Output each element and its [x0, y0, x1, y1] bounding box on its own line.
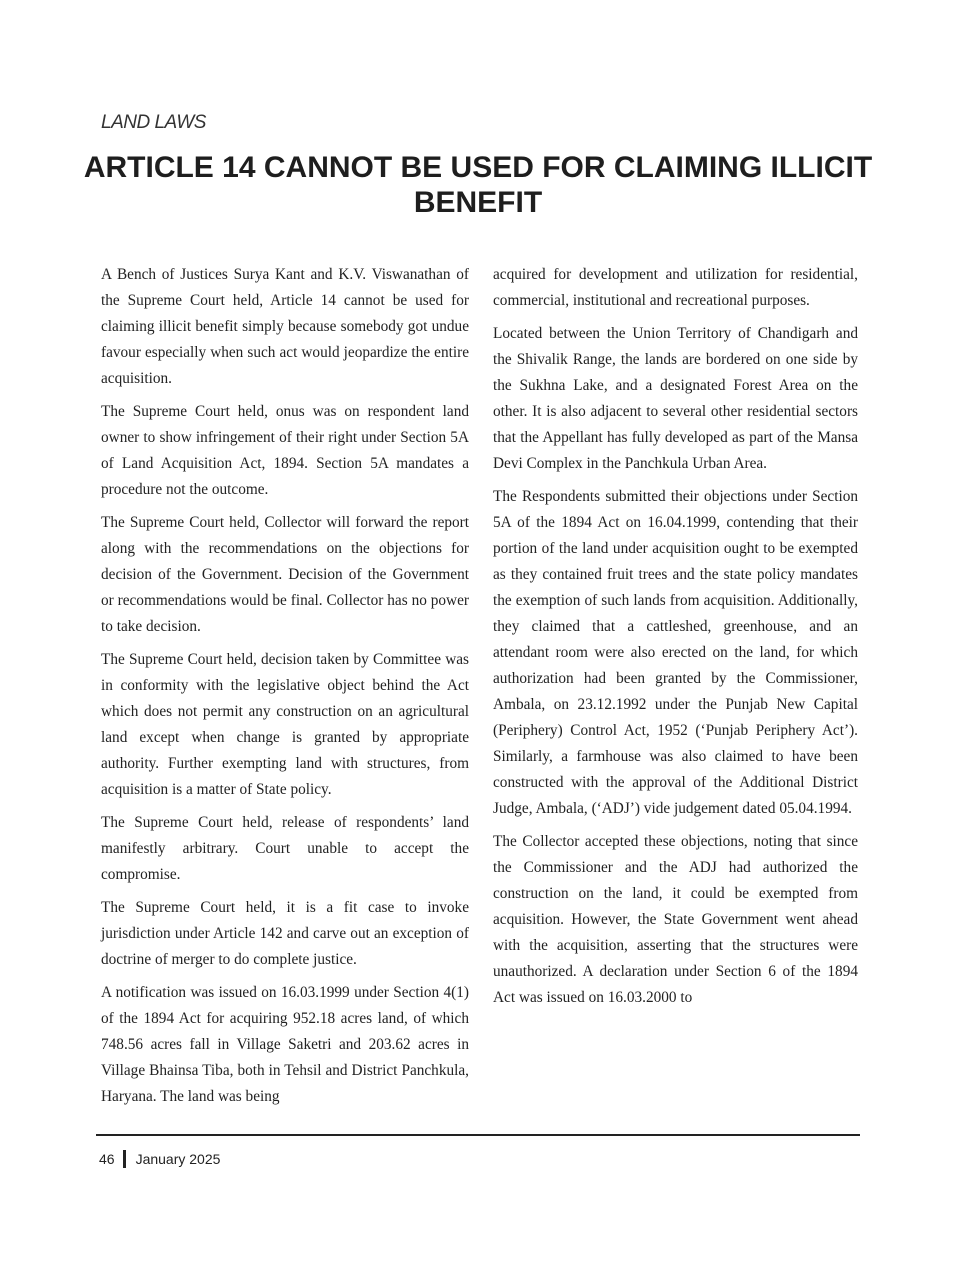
- right-column: [493, 262, 858, 1018]
- article-title: ARTICLE 14 CANNOT BE USED FOR CLAIMING ILLICIT BENEFIT: [83, 151, 873, 219]
- paragraph: The Collector accepted these objections, noting that since the Commissioner and the ADJ had authorized the construction on the land, it could be exempted from acquisition. However, the State Government went ahead with the acquisition, asserting that the structures were unauthorized. A declaration under Section 6 of the 1894 Act was issued on 16.03.2000 to: [493, 833, 858, 1006]
- paragraph: The Supreme Court held, it is a fit case to invoke jurisdiction under Article 142 and carve out an exception of doctrine of merger to do complete justice.: [101, 899, 469, 968]
- section-label: LAND LAWS: [101, 112, 206, 133]
- paragraph: The Respondents submitted their objections under Section 5A of the 1894 Act on 16.04.1999, contending that their portion of the land under acquisition ought to be exempted as they contained fruit trees and the state policy mandates the exemption of such lands from acquisition. Additionally, they claimed that a cattleshed, greenhouse, and an attendant room were also erected on the land, for which authorization had been granted by the Commissioner, Ambala, on 23.12.1992 under the Punjab New Capital (Periphery) Control Act, 1952 (‘Punjab Periphery Act’). Similarly, a farmhouse was also claimed to have been constructed with the approval of the Additional District Judge, Ambala, (‘ADJ’) vide judgement dated 05.04.1994.: [493, 488, 858, 817]
- page-number: 46: [99, 1151, 115, 1167]
- left-column: [101, 262, 469, 1117]
- paragraph: A Bench of Justices Surya Kant and K.V. Viswanathan of the Supreme Court held, Article 14 cannot be used for claiming illicit benefit simply because somebody got undue favour especially when such act would jeopardize the entire acquisition.: [101, 266, 469, 387]
- paragraph: Located between the Union Territory of Chandigarh and the Shivalik Range, the lands are bordered on one side by the Sukhna Lake, and a designated Forest Area on the other. It is also adjacent to several other residential sectors that the Appellant has fully developed as part of the Mansa Devi Complex in the Panchkula Urban Area.: [493, 325, 858, 472]
- paragraph: A notification was issued on 16.03.1999 under Section 4(1) of the 1894 Act for acquiring 952.18 acres land, of which 748.56 acres fall in Village Saketri and 203.62 acres in Village Bhainsa Tiba, both in Tehsil and District Panchkula, Haryana. The land was being: [101, 984, 469, 1105]
- footer-separator: [123, 1150, 126, 1168]
- issue-date: January 2025: [135, 1151, 221, 1167]
- paragraph: The Supreme Court held, decision taken by Committee was in conformity with the legislative object behind the Act which does not permit any construction on an agricultural land except when change is granted by appropriate authority. Further exempting land with structures, from acquisition is a matter of State policy.: [101, 651, 469, 798]
- paragraph: acquired for development and utilization for residential, commercial, institutional and recreational purposes.: [493, 266, 858, 309]
- page-footer: [99, 1150, 220, 1168]
- footer-divider: [96, 1134, 860, 1136]
- paragraph: The Supreme Court held, Collector will forward the report along with the recommendations on the objections for decision of the Government. Decision of the Government or recommendations would be final. Collector has no power to take decision.: [101, 514, 469, 635]
- paragraph: The Supreme Court held, release of respondents’ land manifestly arbitrary. Court unable to accept the compromise.: [101, 814, 469, 883]
- paragraph: The Supreme Court held, onus was on respondent land owner to show infringement of their right under Section 5A of Land Acquisition Act, 1894. Section 5A mandates a procedure not the outcome.: [101, 403, 469, 498]
